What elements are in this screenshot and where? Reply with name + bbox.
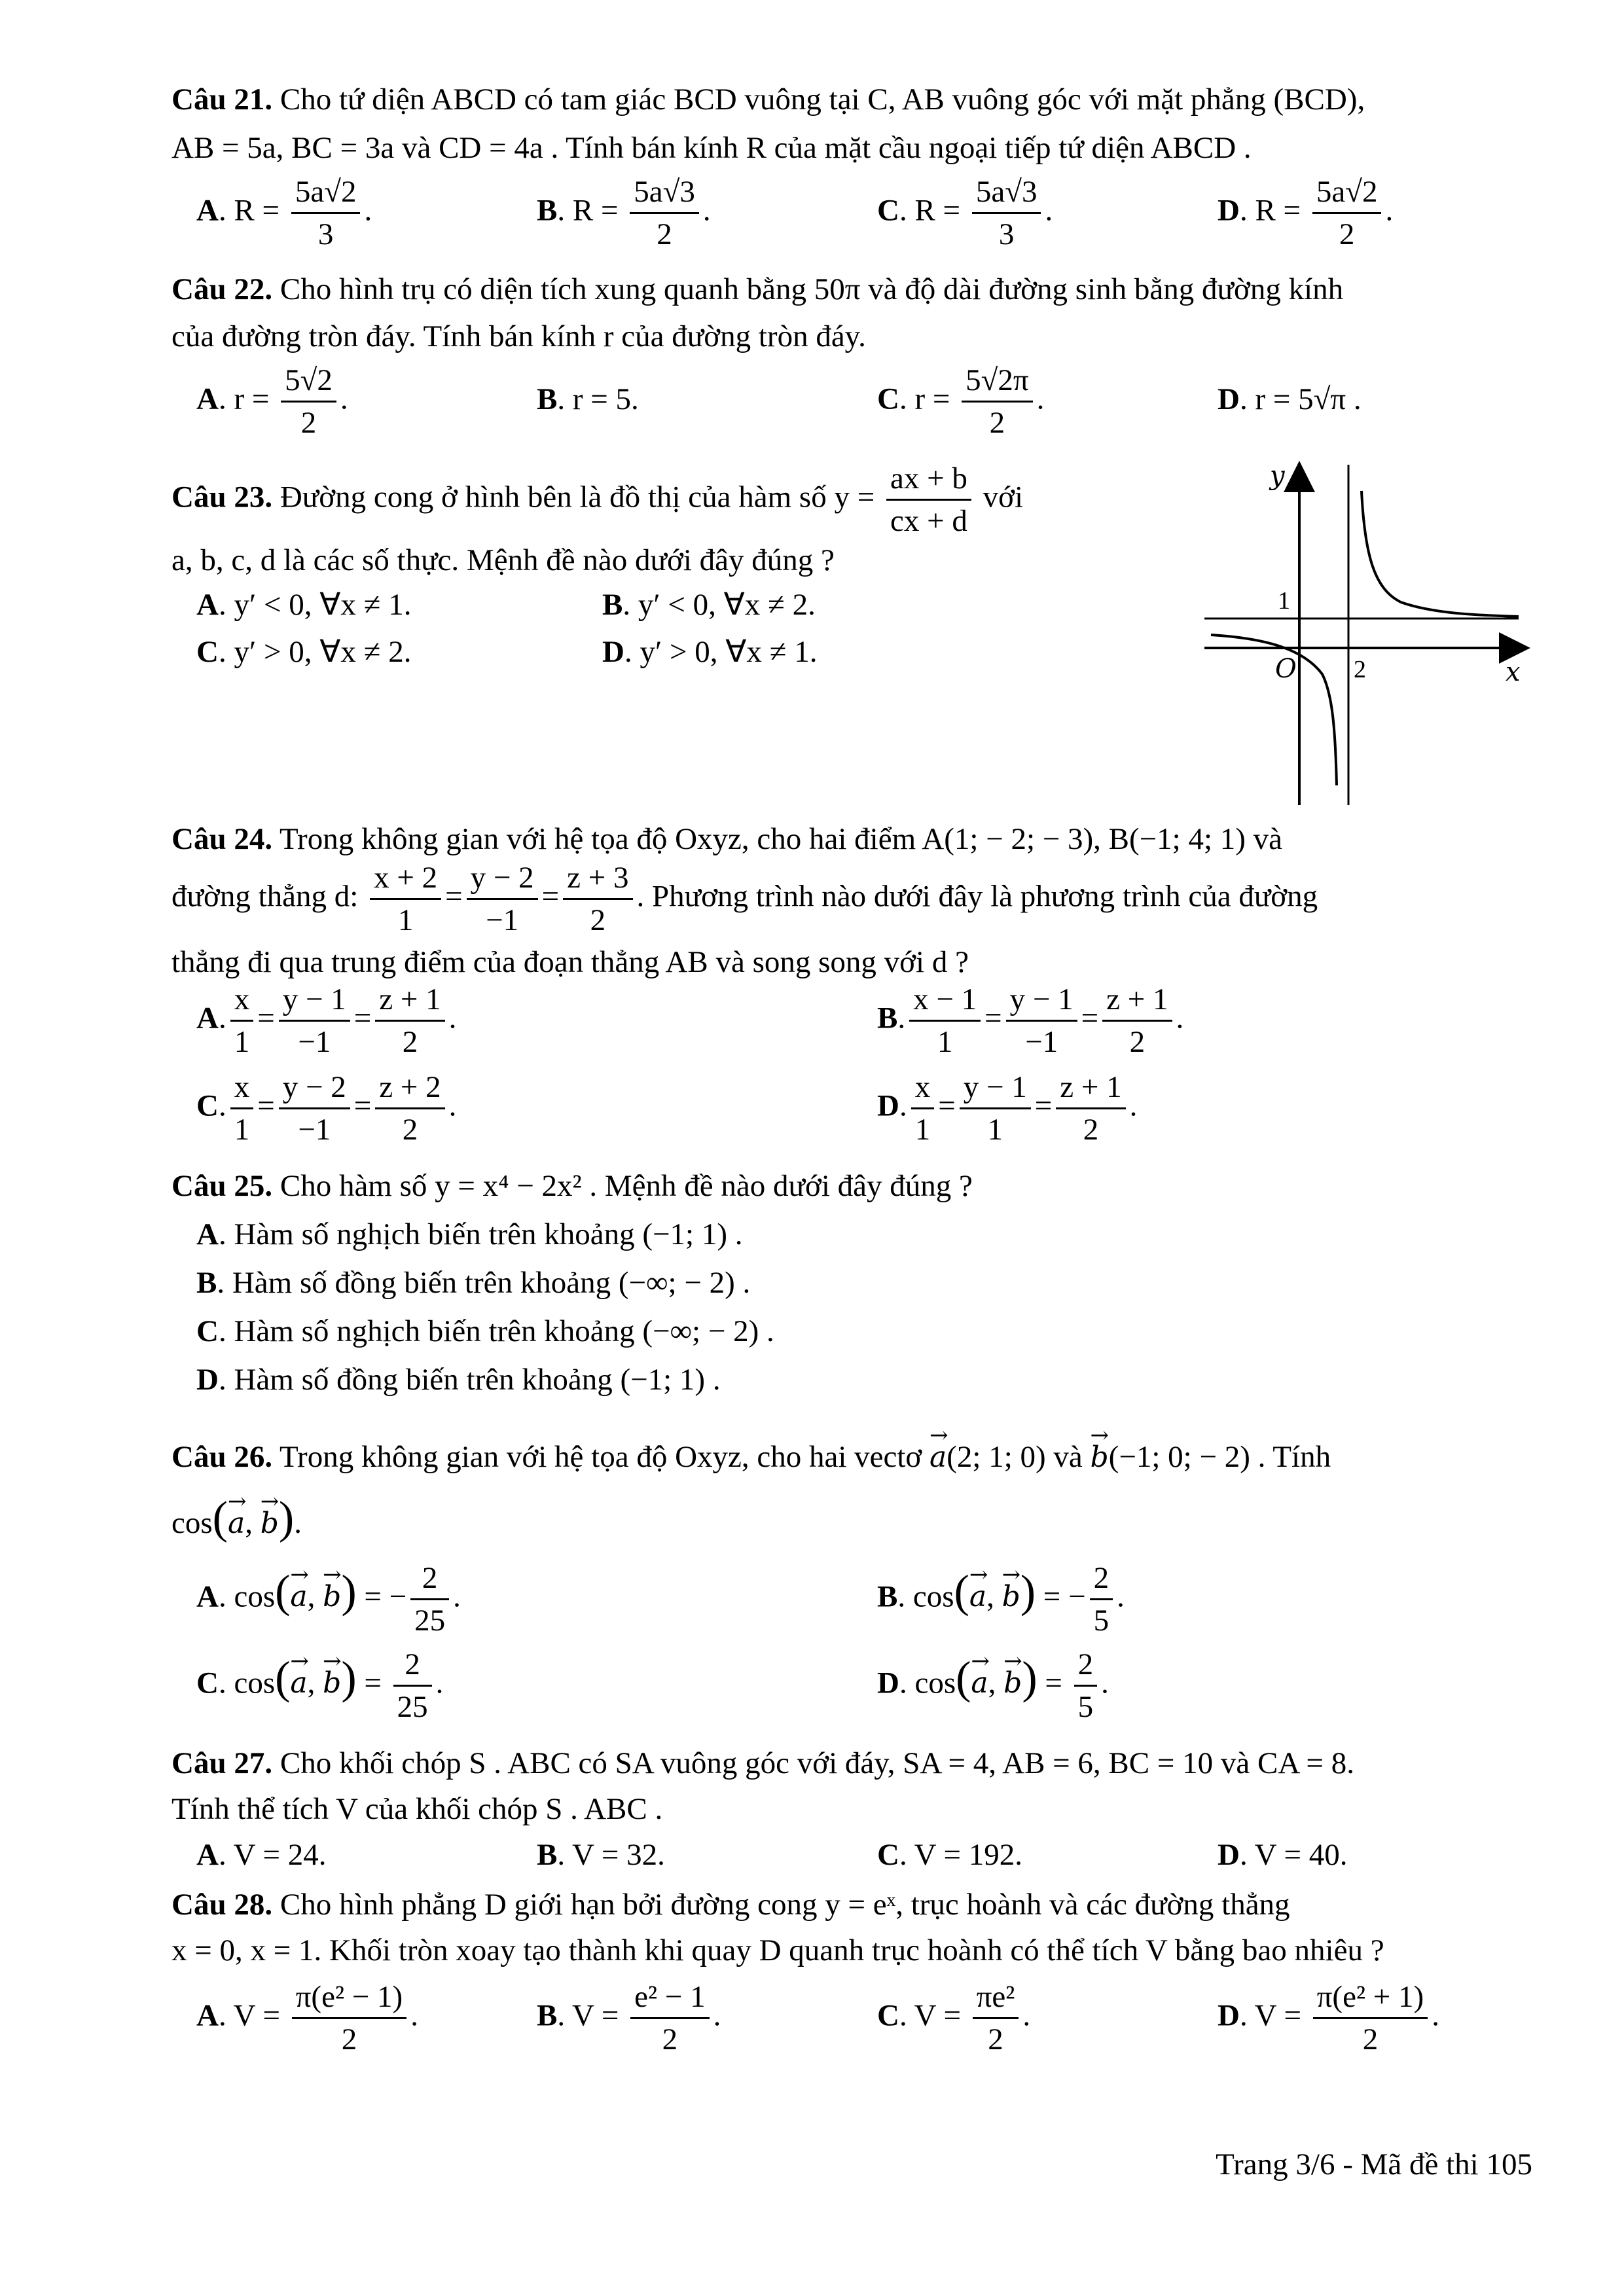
q26-b-label: B	[877, 1579, 898, 1614]
q28-a-pre: . V =	[218, 1998, 288, 2033]
q24-d-f1	[911, 1067, 935, 1150]
q22-a-label: A	[196, 382, 219, 416]
q25-text1: Cho hàm số y = x⁴ − 2x² . Mệnh đề nào dưới đây đúng ?	[272, 1169, 973, 1203]
q21-d-frac	[1312, 171, 1382, 255]
q24-d-f2-num: y − 2	[467, 857, 538, 900]
q24-b-f3-den: 2	[1129, 1025, 1146, 1059]
q28-option-b[interactable]: B. V = $\frac{\text{e² − 1}}{2}$ .	[537, 1977, 721, 2060]
q24-c-f1-num: x	[230, 1067, 254, 1109]
q26-line2: cos(→ a, → b).	[171, 1499, 302, 1543]
q21-option-d[interactable]: D. R = $\frac{5a√2}{2}$ .	[1218, 171, 1393, 255]
q21-b-pre: . R =	[557, 193, 626, 228]
q26-line1	[171, 1437, 1331, 1477]
q22-option-d[interactable]	[1218, 380, 1362, 419]
q28-d-pre: . V =	[1239, 1998, 1309, 2033]
q21-line2	[171, 128, 1252, 168]
q25-a-label: A	[196, 1217, 219, 1251]
q21-option-c[interactable]: C. R = $\frac{5a√3}{3}$ .	[877, 171, 1053, 255]
q22-c-den: 2	[989, 406, 1005, 440]
q23-num: ax + b	[886, 458, 971, 501]
q26-a-sign: −	[389, 1579, 407, 1614]
q24-b-f3-num: z + 1	[1102, 979, 1172, 1022]
q21-d-label: D	[1218, 193, 1240, 228]
q23-b-label: B	[602, 588, 623, 622]
q22-option-c[interactable]: C. r = $\frac{5√2\pi}{2}$ .	[877, 360, 1044, 443]
curve-right-branch	[1362, 491, 1519, 617]
q24-b-label: B	[877, 1001, 898, 1035]
q24-option-a[interactable]: A. $\frac{x}{1}$ = $\frac{y - 1}{-1}$ = $\frac{z + 1}{2}$ .	[196, 979, 456, 1062]
q24-c-f2-den: −1	[298, 1113, 331, 1147]
q24-line1	[171, 819, 1282, 859]
q28-c-num: πe²	[973, 1977, 1019, 2019]
q24-a-f3-num: z + 1	[375, 979, 444, 1022]
x-axis-label: x	[1506, 657, 1521, 687]
q22-a-pre: . r =	[218, 382, 278, 416]
q24-text2-pre: đường thẳng d:	[171, 879, 367, 914]
q24-d-f1-num: x + 2	[370, 857, 441, 900]
q23-text2: a, b, c, d là các số thực. Mệnh đề nào dưới đây đúng ?	[171, 543, 835, 577]
q26-text1c: (−1; 0; − 2) . Tính	[1108, 1440, 1331, 1474]
q24-d-frac3	[563, 857, 632, 941]
q28-a-den: 2	[341, 2022, 357, 2056]
q21-a-pre: . R =	[218, 193, 287, 228]
q27-a-label: A	[196, 1838, 219, 1872]
q25-line1	[171, 1166, 973, 1206]
q22-b-label: B	[537, 382, 558, 416]
q27-c-label: C	[877, 1838, 899, 1872]
q28-d-den: 2	[1362, 2022, 1379, 2056]
q24-b-f2	[1006, 979, 1077, 1062]
q23-line2	[171, 541, 835, 580]
q23-b-text: . y′ < 0, ∀x ≠ 2.	[623, 588, 816, 622]
q28-b-frac	[630, 1977, 709, 2060]
q26-a-num: 2	[410, 1558, 449, 1600]
q28-c-frac	[973, 1977, 1019, 2060]
q27-line2	[171, 1789, 662, 1829]
q28-d-frac	[1313, 1977, 1428, 2060]
q23-a-label: A	[196, 588, 219, 622]
q24-d-f3-num: z + 3	[563, 857, 632, 900]
q24-a-f1-den: 1	[234, 1025, 250, 1059]
q24-text3: thẳng đi qua trung điểm của đoạn thẳng AB và song song với d ?	[171, 945, 969, 979]
q24-d-f3-den: 2	[590, 903, 606, 937]
q21-text2: AB = 5a, BC = 3a và CD = 4a . Tính bán kính R của mặt cầu ngoại tiếp tứ diện ABCD .	[171, 131, 1252, 165]
q24-c-f3-num: z + 2	[375, 1067, 444, 1109]
q21-a-label: A	[196, 193, 219, 228]
q28-b-den: 2	[662, 2022, 678, 2056]
q24-d-f3	[1056, 1067, 1125, 1150]
q25-option-d[interactable]	[196, 1360, 721, 1399]
curve-left-branch	[1211, 635, 1337, 785]
q25-label: Câu 25.	[171, 1169, 273, 1203]
q25-b-text: . Hàm số đồng biến trên khoảng (−∞; − 2) .	[217, 1266, 751, 1300]
q23-text1-post: với	[975, 480, 1024, 514]
q27-d-text: . V = 40.	[1239, 1838, 1348, 1872]
q28-a-label: A	[196, 1998, 219, 2033]
q22-text1: Cho hình trụ có diện tích xung quanh bằng 50π và độ dài đường sinh bằng đường kính	[272, 272, 1344, 306]
q23-label: Câu 23.	[171, 480, 273, 514]
q24-a-f3-den: 2	[402, 1025, 418, 1059]
q23-option-b[interactable]	[602, 585, 816, 624]
q25-option-c[interactable]	[196, 1312, 774, 1351]
q24-c-label: C	[196, 1088, 219, 1123]
q21-d-den: 2	[1339, 217, 1355, 251]
q21-b-num: 5a√3	[630, 171, 699, 214]
tick-2-label: 2	[1354, 656, 1366, 683]
q26-c-cos: cos	[234, 1666, 276, 1700]
q24-a-f1	[230, 979, 254, 1062]
q23-c-text: . y′ > 0, ∀x ≠ 2.	[218, 635, 412, 669]
q22-a-frac	[281, 360, 336, 443]
q26-b-vec-b: → b	[1002, 1577, 1020, 1617]
q27-c-text: . V = 192.	[899, 1838, 1022, 1872]
q24-line2: đường thẳng d: $\frac{x + 2}{1}$ = $\frac{y - 2}{-1}$ = $\frac{z + 3}{2}$ . Phương trình nào dưới đây là phương trình của đường	[171, 857, 1318, 941]
q26-b-num: 2	[1090, 1558, 1113, 1600]
q21-c-num: 5a√3	[972, 171, 1041, 214]
q26-c-vec-b: → b	[323, 1664, 341, 1703]
q26-option-b[interactable]: B. cos(→ a, → b) = − $\frac{2}{5}$ .	[877, 1558, 1125, 1641]
q24-text1: Trong không gian với hệ tọa độ Oxyz, cho hai điểm A(1; − 2; − 3), B(−1; 4; 1) và	[272, 822, 1283, 856]
q28-d-num: π(e² + 1)	[1313, 1977, 1428, 2019]
q27-label: Câu 27.	[171, 1746, 273, 1780]
q24-d-f1-den: 1	[397, 903, 414, 937]
q24-b-f2-den: −1	[1025, 1025, 1058, 1059]
q27-a-text: . V = 24.	[218, 1838, 327, 1872]
q22-c-num: 5√2π	[962, 360, 1033, 403]
q26-c-vec-a: → a	[290, 1664, 307, 1703]
q24-a-f3	[375, 979, 444, 1062]
q22-a-den: 2	[300, 406, 317, 440]
q25-d-label: D	[196, 1363, 219, 1397]
q21-d-pre: . R =	[1239, 193, 1308, 228]
q26-d-vec-b: → b	[1003, 1664, 1022, 1703]
q28-a-num: π(e² − 1)	[292, 1977, 407, 2019]
q24-d-frac2	[467, 857, 538, 941]
q24-b-f1	[909, 979, 981, 1062]
q21-b-frac	[630, 171, 699, 255]
q22-option-b[interactable]	[537, 380, 639, 419]
q26-vector-b: → b	[1091, 1438, 1109, 1477]
q22-option-a[interactable]: A. r = $\frac{5√2}{2}$ .	[196, 360, 348, 443]
q24-a-f2	[279, 979, 350, 1062]
q27-line1	[171, 1744, 1354, 1783]
q28-line1	[171, 1885, 1290, 1924]
q21-label: Câu 21.	[171, 82, 273, 117]
q22-line2	[171, 317, 866, 356]
q24-a-label: A	[196, 1001, 219, 1035]
q28-option-c[interactable]: C. V = $\frac{\text{πe²}}{2}$ .	[877, 1977, 1030, 2060]
q21-c-label: C	[877, 193, 899, 228]
q26-option-a[interactable]: A. cos(→ a, → b) = − $\frac{2}{25}$ .	[196, 1558, 461, 1641]
q26-a-frac	[410, 1558, 449, 1641]
q28-b-num: e² − 1	[630, 1977, 709, 2019]
q24-b-f1-num: x − 1	[909, 979, 981, 1022]
q23-frac	[886, 458, 971, 541]
q26-b-den: 5	[1093, 1604, 1110, 1638]
q26-d-den: 5	[1077, 1690, 1094, 1724]
q28-option-d[interactable]: D. V = $\frac{\text{π(e² + 1)}}{2}$ .	[1218, 1977, 1439, 2060]
q27-text2: Tính thể tích V của khối chóp S . ABC .	[171, 1792, 663, 1826]
q24-a-f1-num: x	[230, 979, 254, 1022]
q26-c-den: 25	[397, 1690, 428, 1724]
q22-line1	[171, 270, 1343, 309]
q25-d-text: . Hàm số đồng biến trên khoảng (−1; 1) .	[218, 1363, 721, 1397]
q26-b-vec-a: → a	[969, 1577, 986, 1617]
q21-d-num: 5a√2	[1312, 171, 1382, 214]
q28-c-den: 2	[988, 2022, 1003, 2056]
q25-a-text: . Hàm số nghịch biến trên khoảng (−1; 1) .	[218, 1217, 743, 1251]
q26-vector-a: → a	[929, 1438, 947, 1477]
q24-option-d[interactable]: D. $\frac{x}{1}$ = $\frac{y - 1}{1}$ = $\frac{z + 1}{2}$ .	[877, 1067, 1137, 1150]
q22-b-text: . r = 5.	[557, 382, 639, 416]
q23-a-text: . y′ < 0, ∀x ≠ 1.	[218, 588, 412, 622]
q26-d-label: D	[877, 1666, 899, 1700]
q22-c-pre: . r =	[899, 382, 958, 416]
q24-b-f2-num: y − 1	[1006, 979, 1077, 1022]
q26-b-frac	[1090, 1558, 1113, 1641]
q22-a-num: 5√2	[281, 360, 336, 403]
q24-d-f1-den: 1	[914, 1113, 931, 1147]
q21-line1	[171, 80, 1365, 119]
q27-d-label: D	[1218, 1838, 1240, 1872]
q28-b-pre: . V =	[557, 1998, 627, 2033]
q22-c-label: C	[877, 382, 899, 416]
q23-den: cx + d	[890, 504, 967, 538]
q26-a-vec-a: → a	[290, 1577, 307, 1617]
q24-c-f1-den: 1	[234, 1113, 250, 1147]
origin-label: O	[1275, 654, 1297, 684]
q27-text1: Cho khối chóp S . ABC có SA vuông góc với đáy, SA = 4, AB = 6, BC = 10 và CA = 8.	[272, 1746, 1354, 1780]
q24-c-f1	[230, 1067, 254, 1150]
q24-label: Câu 24.	[171, 822, 273, 856]
q23-c-label: C	[196, 635, 219, 669]
q25-c-text: . Hàm số nghịch biến trên khoảng (−∞; − 2) .	[218, 1314, 774, 1348]
q24-d-f2	[960, 1067, 1031, 1150]
q24-d-f1-num: x	[911, 1067, 935, 1109]
q22-d-text: . r = 5√π .	[1239, 382, 1362, 416]
q23-graph	[1204, 452, 1545, 805]
q26-a-cos: cos	[234, 1579, 276, 1614]
q21-option-b[interactable]: B. R = $\frac{5a√3}{2}$ .	[537, 171, 711, 255]
q26-c-frac	[393, 1644, 432, 1727]
q23-option-a[interactable]	[196, 585, 411, 624]
q24-option-c[interactable]: C. $\frac{x}{1}$ = $\frac{y - 2}{-1}$ = $\frac{z + 2}{2}$ .	[196, 1067, 456, 1150]
q21-a-frac	[291, 171, 361, 255]
q24-d-f2-den: −1	[486, 903, 519, 937]
q21-a-num: 5a√2	[291, 171, 361, 214]
tick-1-label: 1	[1278, 587, 1290, 615]
q21-b-label: B	[537, 193, 558, 228]
q24-a-f2-den: −1	[298, 1025, 331, 1059]
q26-option-d[interactable]: D. cos(→ a, → b) = $\frac{2}{5}$ .	[877, 1644, 1109, 1727]
q24-c-f2	[279, 1067, 350, 1150]
q26-d-frac	[1074, 1644, 1098, 1727]
q26-text1a: Trong không gian với hệ tọa độ Oxyz, cho hai vectơ	[272, 1440, 930, 1474]
q26-option-c[interactable]: C. cos(→ a, → b) = $\frac{2}{25}$ .	[196, 1644, 443, 1727]
q24-c-f3	[375, 1067, 444, 1150]
q21-a-den: 3	[317, 217, 334, 251]
q27-option-d[interactable]	[1218, 1835, 1347, 1874]
q28-d-label: D	[1218, 1998, 1240, 2033]
q26-text1b: (2; 1; 0) và	[947, 1440, 1091, 1474]
q26-d-cos: cos	[914, 1666, 956, 1700]
q26-c-label: C	[196, 1666, 219, 1700]
q25-b-label: B	[196, 1266, 217, 1300]
q24-text2-post: . Phương trình nào dưới đây là phương trình của đường	[636, 879, 1318, 914]
q26-cos-b: → b	[261, 1504, 279, 1543]
q24-line3	[171, 942, 969, 982]
q26-d-vec-a: → a	[971, 1664, 988, 1703]
q26-cos-a: → a	[228, 1504, 245, 1543]
q24-a-f2-num: y − 1	[279, 979, 350, 1022]
q21-b-den: 2	[657, 217, 672, 251]
q28-b-label: B	[537, 1998, 558, 2033]
q26-cos: cos	[171, 1506, 213, 1540]
q26-a-den: 25	[414, 1604, 446, 1638]
y-axis-label: y	[1270, 461, 1285, 491]
q24-b-f1-den: 1	[937, 1025, 953, 1059]
q28-text2: x = 0, x = 1. Khối tròn xoay tạo thành khi quay D quanh trục hoành có thể tích V bằng bao nhiêu ?	[171, 1933, 1384, 1967]
q25-option-a[interactable]	[196, 1215, 743, 1254]
q27-option-b[interactable]	[537, 1835, 665, 1874]
q24-d-f3-num: z + 1	[1056, 1067, 1125, 1109]
q26-b-sign: −	[1068, 1579, 1086, 1614]
q23-option-c[interactable]	[196, 632, 411, 672]
q26-label: Câu 26.	[171, 1440, 273, 1474]
q22-text2: của đường tròn đáy. Tính bán kính r của đường tròn đáy.	[171, 319, 866, 353]
q26-c-num: 2	[393, 1644, 432, 1687]
q21-c-pre: . R =	[899, 193, 968, 228]
q26-b-cos: cos	[912, 1579, 954, 1614]
q24-c-f2-num: y − 2	[279, 1067, 350, 1109]
q22-label: Câu 22.	[171, 272, 273, 306]
q27-b-label: B	[537, 1838, 558, 1872]
q22-d-label: D	[1218, 382, 1240, 416]
q24-d-f2-num: y − 1	[960, 1067, 1031, 1109]
q24-d-frac1	[370, 857, 441, 941]
q24-b-f3	[1102, 979, 1172, 1062]
q27-b-text: . V = 32.	[557, 1838, 665, 1872]
q24-d-f2-den: 1	[987, 1113, 1003, 1147]
q25-c-label: C	[196, 1314, 219, 1348]
q23-d-label: D	[602, 635, 624, 669]
q23-text1-pre: Đường cong ở hình bên là đồ thị của hàm số y =	[272, 480, 882, 514]
q21-c-den: 3	[998, 217, 1015, 251]
q28-c-label: C	[877, 1998, 899, 2033]
q24-c-f3-den: 2	[402, 1113, 418, 1147]
q26-a-label: A	[196, 1579, 219, 1614]
q28-a-frac	[292, 1977, 407, 2060]
q25-option-b[interactable]	[196, 1263, 750, 1302]
q26-d-num: 2	[1074, 1644, 1098, 1687]
q27-option-c[interactable]	[877, 1835, 1022, 1874]
q24-d-label: D	[877, 1088, 899, 1123]
q28-c-pre: . V =	[899, 1998, 969, 2033]
q24-d-f3-den: 2	[1083, 1113, 1099, 1147]
q28-text1: Cho hình phẳng D giới hạn bởi đường cong y = eˣ, trục hoành và các đường thẳng	[272, 1888, 1290, 1922]
q21-c-frac	[972, 171, 1041, 255]
q27-option-a[interactable]	[196, 1835, 326, 1874]
q23-d-text: . y′ > 0, ∀x ≠ 1.	[624, 635, 818, 669]
page-footer: Trang 3/6 - Mã đề thi 105	[1216, 2147, 1532, 2181]
q28-option-a[interactable]: A. V = $\frac{\text{π(e² − 1)}}{2}$ .	[196, 1977, 418, 2060]
q23-line1	[171, 458, 1023, 541]
q21-option-a[interactable]: A. R = $\frac{5a√2}{3}$ .	[196, 171, 372, 255]
q22-c-frac	[962, 360, 1033, 443]
q23-option-d[interactable]	[602, 632, 817, 672]
q26-a-vec-b: → b	[323, 1577, 341, 1617]
q21-text1: Cho tứ diện ABCD có tam giác BCD vuông tại C, AB vuông góc với mặt phẳng (BCD),	[272, 82, 1365, 117]
q24-option-b[interactable]: B. $\frac{x - 1}{1}$ = $\frac{y - 1}{-1}$ = $\frac{z + 1}{2}$ .	[877, 979, 1183, 1062]
q28-line2	[171, 1931, 1384, 1970]
q28-label: Câu 28.	[171, 1888, 273, 1922]
